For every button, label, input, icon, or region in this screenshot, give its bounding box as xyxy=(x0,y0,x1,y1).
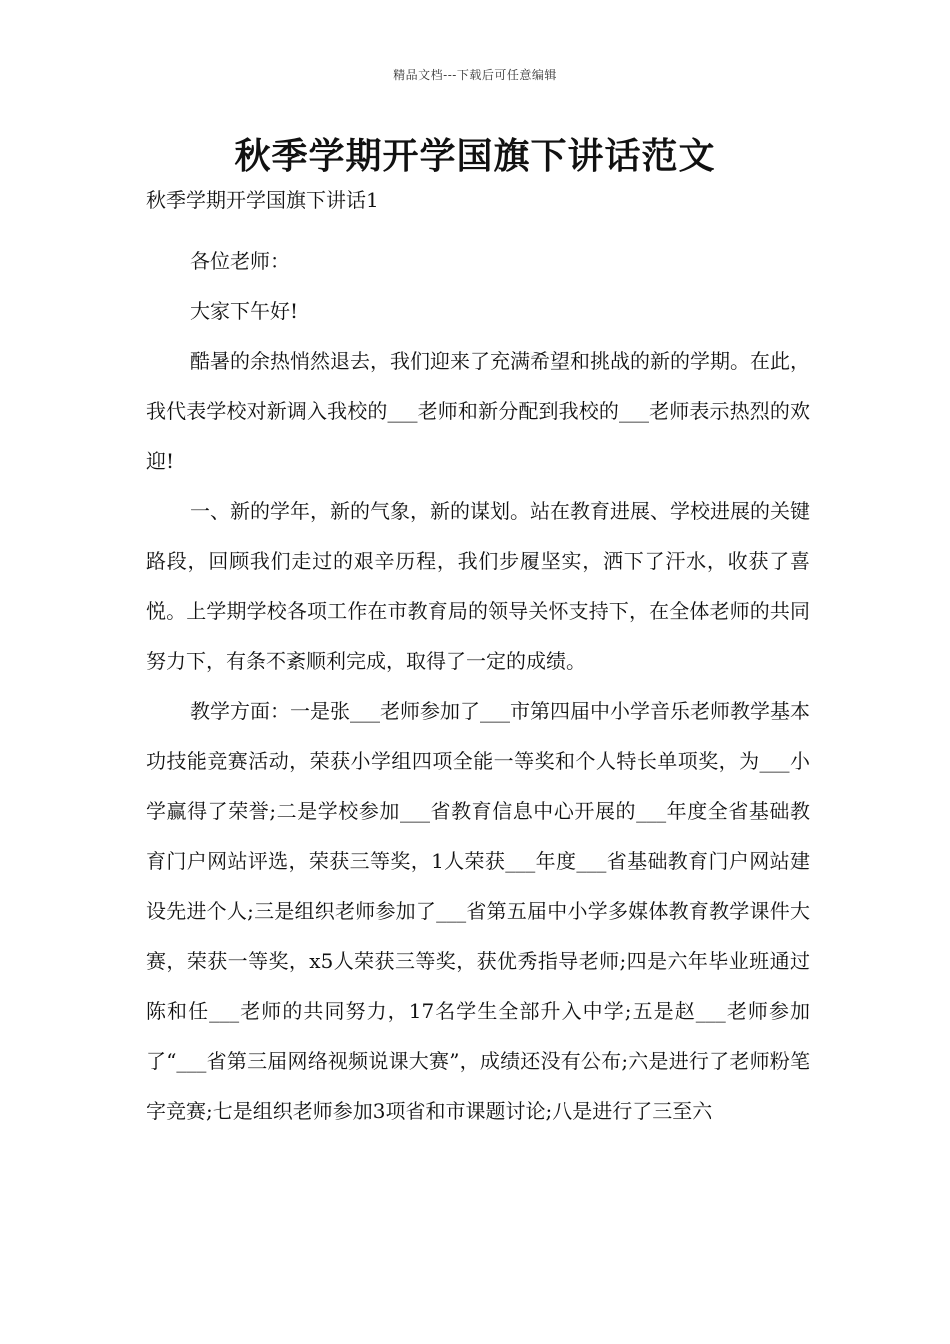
document-body xyxy=(146,236,810,1136)
paragraph-welcome: 酷暑的余热悄然退去，我们迎来了充满希望和挑战的新的学期。在此，我代表学校对新调入我校的___老师和新分配到我校的___老师表示热烈的欢迎! xyxy=(146,349,810,473)
paragraph-teaching: 教学方面：一是张___老师参加了___市第四届中小学音乐老师教学基本功技能竞赛活动，荣获小学组四项全能一等奖和个人特长单项奖，为___小学赢得了荣誉;二是学校参加___省教育信息中心开展的___年度全省基础教育门户网站评选，荣获三等奖，1人荣获___年度___省基础教育门户网站建设先进个人;三是组织老师参加了___省第五届中小学多媒体教育教学课件大赛，荣获一等奖，x5人荣获三等奖，获优秀指导老师;四是六年毕业班通过陈和任___老师的共同努力，17名学生全部升入中学;五是赵___老师参加了“___省第三届网络视频说课大赛”，成绩还没有公布;六是进行了老师粉笔字竞赛;七是组织老师参加3项省和市课题讨论;八是进行了三至六 xyxy=(146,699,810,1123)
paragraph-salutation: 大家下午好! xyxy=(190,299,299,323)
paragraph-greeting: 各位老师： xyxy=(190,249,290,273)
page-header: 精品文档---下载后可任意编辑 xyxy=(393,68,557,82)
document-subtitle: 秋季学期开学国旗下讲话1 xyxy=(146,188,379,212)
document-title: 秋季学期开学国旗下讲话范文 xyxy=(234,136,716,177)
paragraph-review: 一、新的学年，新的气象，新的谋划。站在教育进展、学校进展的关键路段，回顾我们走过的艰辛历程，我们步履坚实，洒下了汗水，收获了喜悦。上学期学校各项工作在市教育局的领导关怀支持下，在全体老师的共同努力下，有条不紊顺利完成，取得了一定的成绩。 xyxy=(146,499,810,673)
